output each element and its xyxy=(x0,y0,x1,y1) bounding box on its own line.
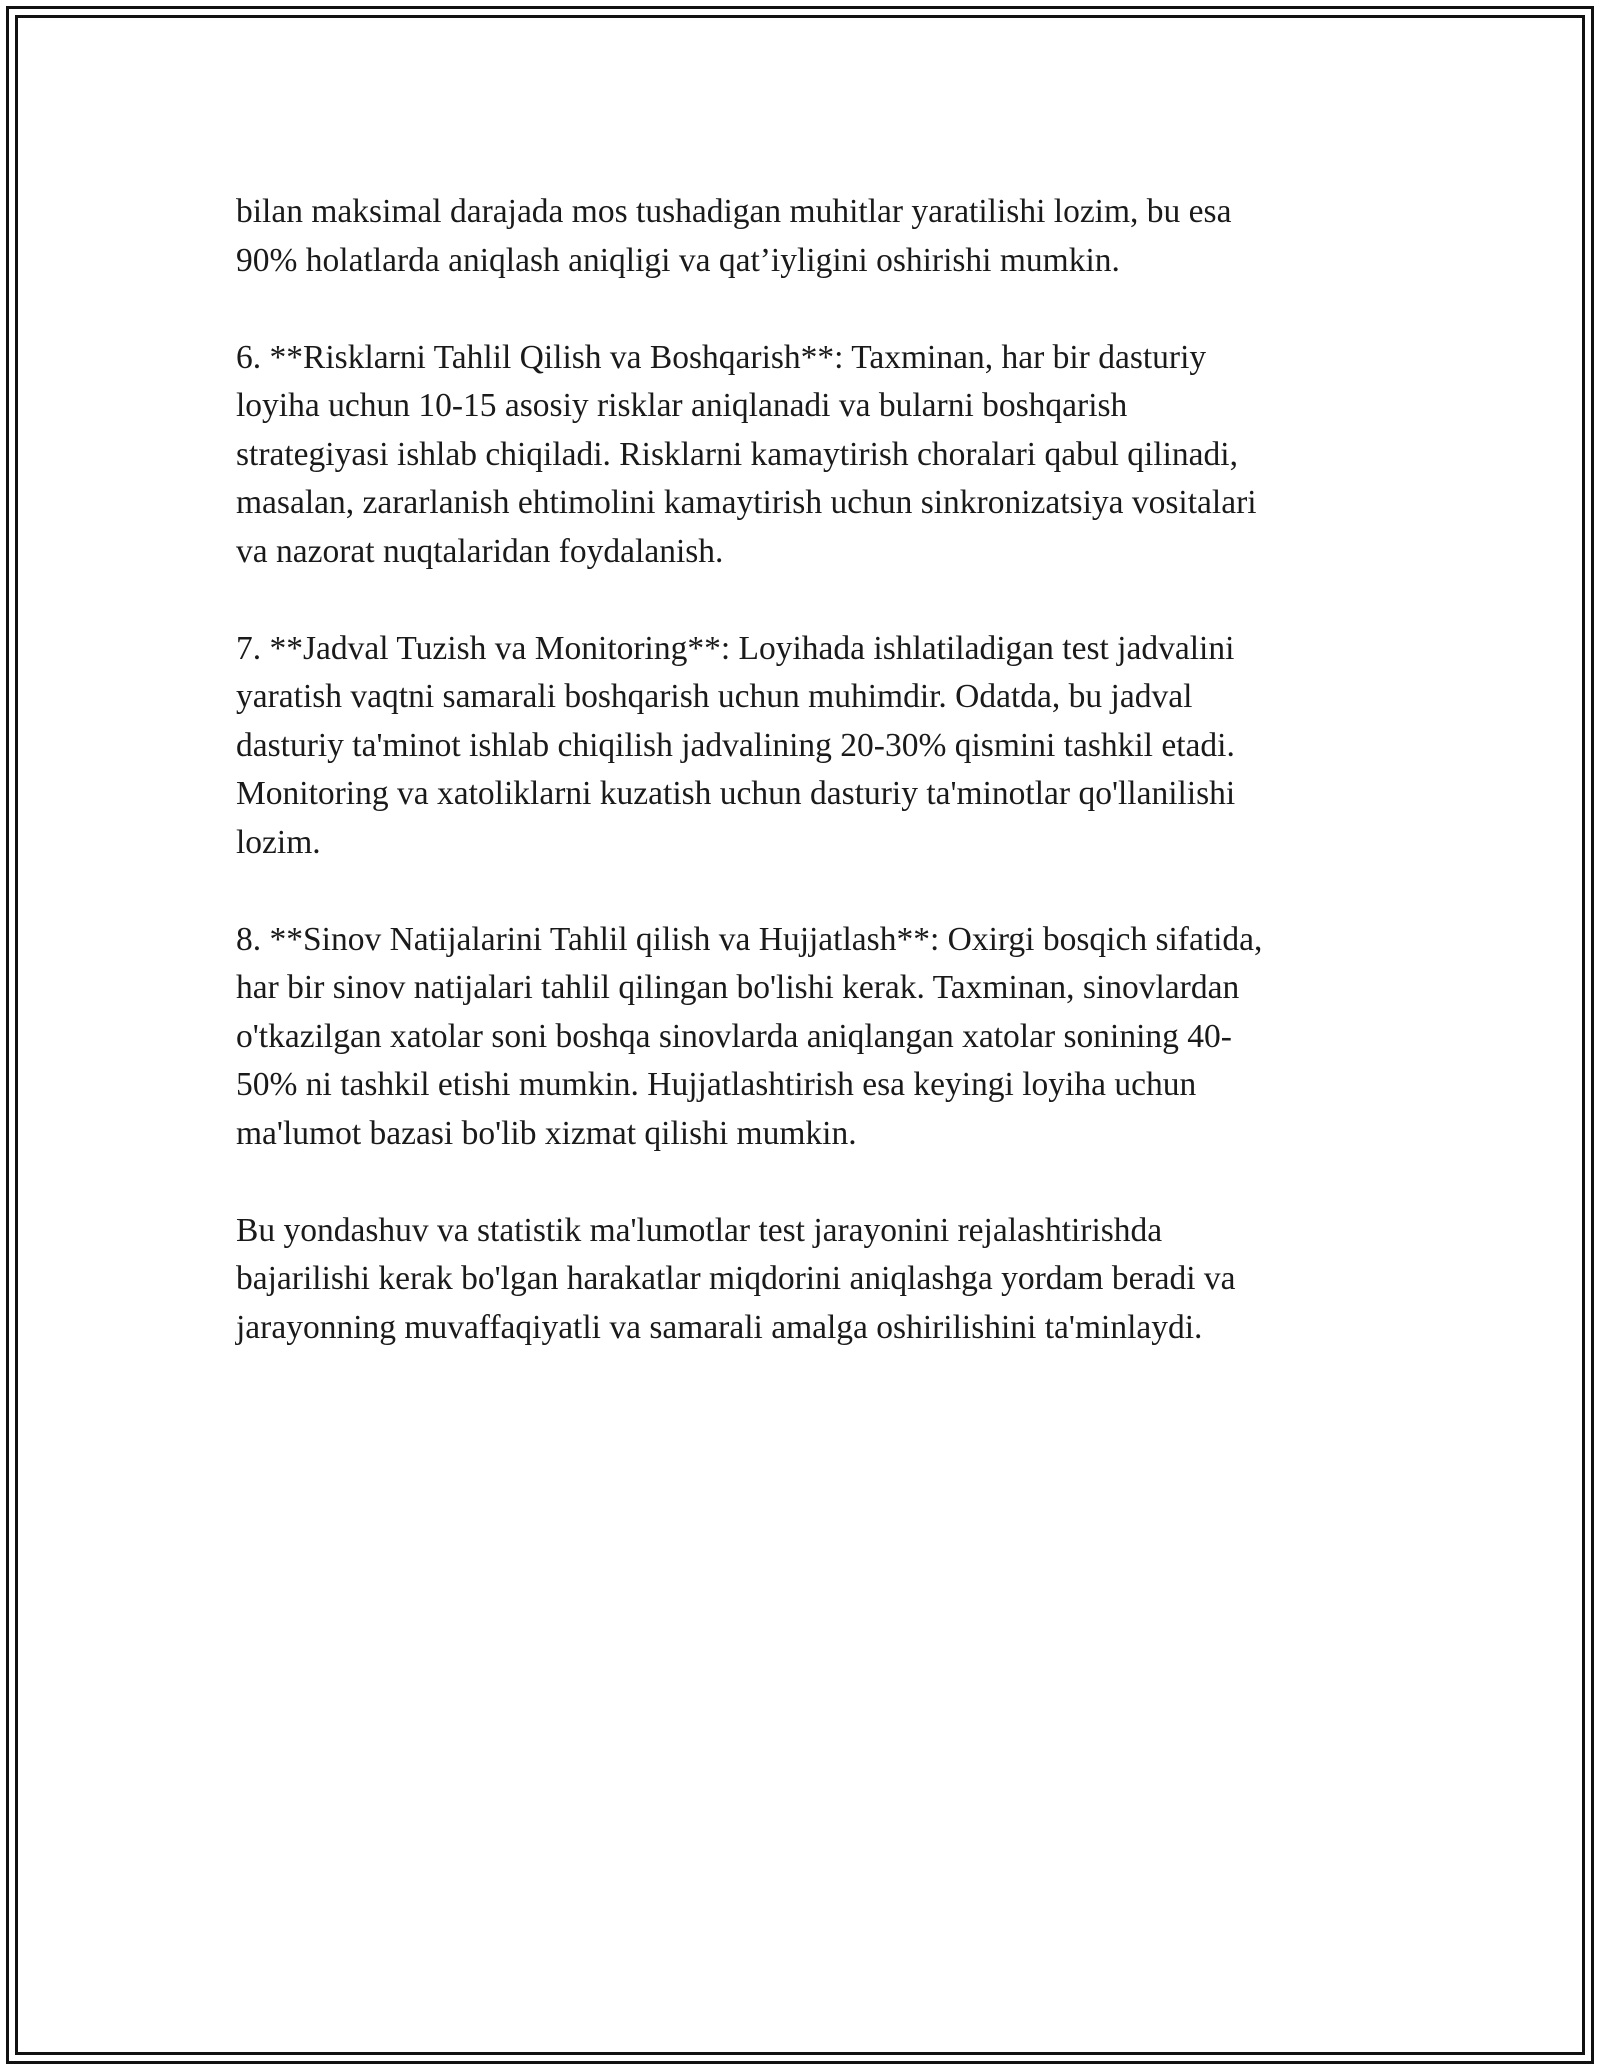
text-line: 7. **Jadval Tuzish va Monitoring**: Loyihada ishlatiladigan test jadvalini xyxy=(236,629,1235,667)
text-line: dasturiy ta'minot ishlab chiqilish jadvalining 20-30% qismini tashkil etadi. xyxy=(236,726,1235,764)
text-line: strategiyasi ishlab chiqiladi. Risklarni kamaytirish choralari qabul qilinadi, xyxy=(236,435,1238,473)
paragraph-conclusion xyxy=(236,1207,1376,1353)
paragraph-item-8 xyxy=(236,916,1376,1159)
text-line: o'tkazilgan xatolar soni boshqa sinovlarda aniqlangan xatolar sonining 40- xyxy=(236,1017,1232,1055)
text-line: lozim. xyxy=(236,823,321,861)
text-line: ma'lumot bazasi bo'lib xizmat qilishi mumkin. xyxy=(236,1114,857,1152)
text-line: masalan, zararlanish ehtimolini kamaytirish uchun sinkronizatsiya vositalari xyxy=(236,484,1257,521)
text-line: Bu yondashuv va statistik ma'lumotlar test jarayonini rejalashtirishda xyxy=(236,1211,1163,1249)
paragraph-continuation xyxy=(236,188,1376,285)
text-line: 90% holatlarda aniqlash aniqligi va qat’iyligini oshirishi mumkin. xyxy=(236,241,1120,279)
text-line: va nazorat nuqtalaridan foydalanish. xyxy=(236,532,724,570)
text-line: har bir sinov natijalari tahlil qilingan bo'lishi kerak. Taxminan, sinovlardan xyxy=(236,969,1240,1006)
text-line: yaratish vaqtni samarali boshqarish uchun muhimdir. Odatda, bu jadval xyxy=(236,678,1193,715)
text-line: Monitoring va xatoliklarni kuzatish uchun dasturiy ta'minotlar qo'llanilishi xyxy=(236,775,1236,812)
text-line: bajarilishi kerak bo'lgan harakatlar miqdorini aniqlashga yordam beradi va xyxy=(236,1260,1236,1297)
text-line: 8. **Sinov Natijalarini Tahlil qilish va Hujjatlash**: Oxirgi bosqich sifatida, xyxy=(236,920,1263,958)
paragraph-item-6 xyxy=(236,334,1376,577)
paragraph-item-7 xyxy=(236,625,1376,868)
text-line: loyiha uchun 10-15 asosiy risklar aniqlanadi va bularni boshqarish xyxy=(236,387,1128,424)
text-line: bilan maksimal darajada mos tushadigan muhitlar yaratilishi lozim, bu esa xyxy=(236,193,1232,230)
text-line: jarayonning muvaffaqiyatli va samarali amalga oshirilishini ta'minlaydi. xyxy=(236,1308,1203,1346)
text-line: 6. **Risklarni Tahlil Qilish va Boshqarish**: Taxminan, har bir dasturiy xyxy=(236,338,1207,376)
text-line: 50% ni tashkil etishi mumkin. Hujjatlashtirish esa keyingi loyiha uchun xyxy=(236,1066,1197,1103)
document-body xyxy=(236,188,1376,1352)
